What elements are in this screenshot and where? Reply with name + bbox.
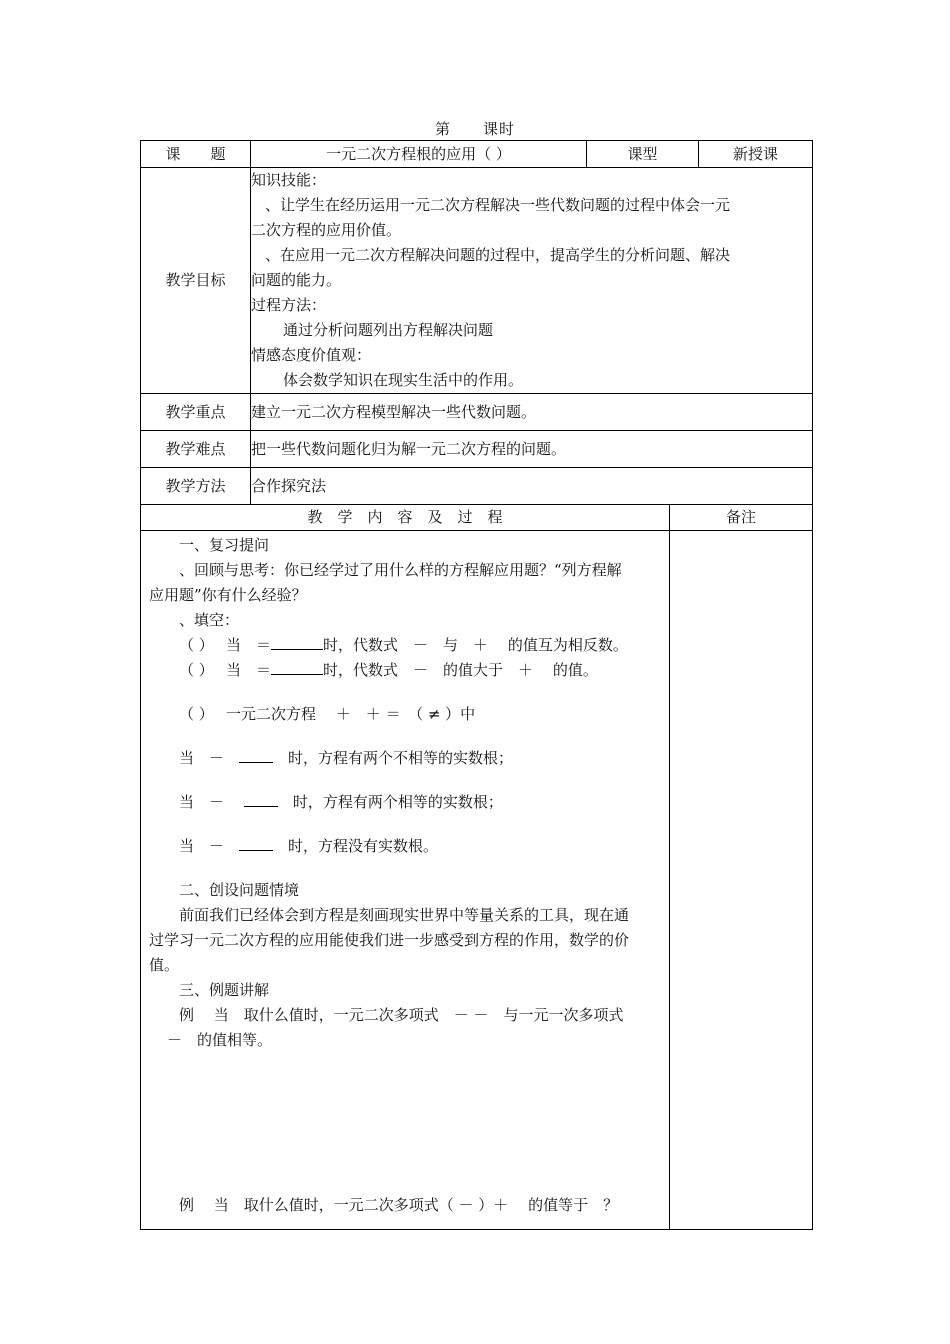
process-header: 教 学 内 容 及 过 程 bbox=[141, 505, 670, 531]
fill-text: 时，方程有两个相等的实数根； bbox=[292, 793, 503, 811]
example-2-line: 例 当 取什么值时，一元二次多项式（ － ）＋ 的值等于 ？ bbox=[179, 1196, 619, 1214]
discriminant-line-2 bbox=[149, 790, 661, 815]
objectives-label: 教学目标 bbox=[141, 168, 251, 394]
objective-line: 二次方程的应用价值。 bbox=[251, 221, 402, 239]
fill-blank-3: （ ） 一元二次方程 ＋ ＋ ＝ （ ≠ ）中 bbox=[179, 705, 476, 723]
topic-value: 一元二次方程根的应用（ ） bbox=[251, 141, 587, 168]
lesson-plan-table bbox=[140, 140, 813, 1230]
objective-line: 过程方法： bbox=[251, 296, 327, 314]
fill-text: （ ） 当 ＝ bbox=[179, 661, 272, 679]
objective-line: 通过分析问题列出方程解决问题 bbox=[283, 321, 494, 339]
objective-line: 体会数学知识在现实生活中的作用。 bbox=[283, 371, 524, 389]
section-title: 一、复习提问 bbox=[179, 536, 270, 554]
page-heading: 第 课时 bbox=[434, 120, 515, 138]
difficulty-value: 把一些代数问题化归为解一元二次方程的问题。 bbox=[251, 431, 813, 468]
fill-text: 当 － bbox=[179, 793, 225, 811]
paragraph-line: 过学习一元二次方程的应用能使我们进一步感受到方程的作用，数学的价 bbox=[149, 931, 630, 949]
objectives-row bbox=[141, 168, 813, 394]
fill-text: 时，代数式 － 的值大于 ＋ 的值。 bbox=[323, 661, 598, 679]
type-label: 课型 bbox=[587, 141, 699, 168]
question-line: 、回顾与思考：你已经学过了用什么样的方程解应用题？“列方程解 bbox=[179, 561, 622, 579]
objective-line: 问题的能力。 bbox=[251, 271, 342, 289]
fill-text: 当 － bbox=[179, 749, 225, 767]
answer-blank bbox=[239, 835, 273, 851]
objective-line: 、在应用一元二次方程解决问题的过程中，提高学生的分析问题、解决 bbox=[265, 246, 731, 264]
example-1-line: － 的值相等。 bbox=[167, 1031, 273, 1049]
topic-label: 课 题 bbox=[141, 141, 251, 168]
answer-blank bbox=[271, 634, 323, 650]
objective-line: 知识技能： bbox=[251, 171, 327, 189]
section-title: 三、例题讲解 bbox=[179, 981, 270, 999]
key-point-label: 教学重点 bbox=[141, 394, 251, 431]
topic-row bbox=[141, 141, 813, 168]
section-title: 二、创设问题情境 bbox=[179, 881, 300, 899]
fill-text: 当 － bbox=[179, 837, 225, 855]
paragraph-line: 值。 bbox=[149, 956, 180, 974]
fill-text: 时，代数式 － 与 ＋ 的值互为相反数。 bbox=[323, 636, 628, 654]
method-label: 教学方法 bbox=[141, 468, 251, 505]
notes-header: 备注 bbox=[670, 505, 813, 531]
method-value: 合作探究法 bbox=[251, 468, 813, 505]
fill-blank-1 bbox=[149, 633, 661, 658]
difficulty-row bbox=[141, 431, 813, 468]
method-row bbox=[141, 468, 813, 505]
discriminant-line-3 bbox=[149, 834, 661, 859]
question-line: 应用题”你有什么经验？ bbox=[149, 586, 307, 604]
type-value: 新授课 bbox=[699, 141, 813, 168]
objective-line: 情感态度价值观： bbox=[251, 346, 372, 364]
process-content bbox=[141, 531, 670, 1230]
paragraph-line: 前面我们已经体会到方程是刻画现实世界中等量关系的工具，现在通 bbox=[179, 906, 630, 924]
answer-blank bbox=[271, 659, 323, 675]
fill-text: 时，方程没有实数根。 bbox=[288, 837, 439, 855]
fill-text: （ ） 当 ＝ bbox=[179, 636, 272, 654]
key-point-row bbox=[141, 394, 813, 431]
process-header-row bbox=[141, 505, 813, 531]
fill-text: 时，方程有两个不相等的实数根； bbox=[288, 749, 514, 767]
objective-line: 、让学生在经历运用一元二次方程解决一些代数问题的过程中体会一元 bbox=[265, 196, 731, 214]
key-point-value: 建立一元二次方程模型解决一些代数问题。 bbox=[251, 394, 813, 431]
discriminant-line-1 bbox=[149, 746, 661, 771]
example-1-line: 例 当 取什么值时，一元二次多项式 － － 与一元一次多项式 bbox=[179, 1006, 624, 1024]
answer-blank bbox=[239, 747, 273, 763]
difficulty-label: 教学难点 bbox=[141, 431, 251, 468]
process-row bbox=[141, 531, 813, 1230]
notes-column bbox=[670, 531, 813, 1230]
fill-blank-2 bbox=[149, 658, 661, 683]
question-line: 、填空： bbox=[179, 611, 240, 629]
objectives-content bbox=[251, 168, 813, 394]
answer-blank bbox=[244, 791, 278, 807]
